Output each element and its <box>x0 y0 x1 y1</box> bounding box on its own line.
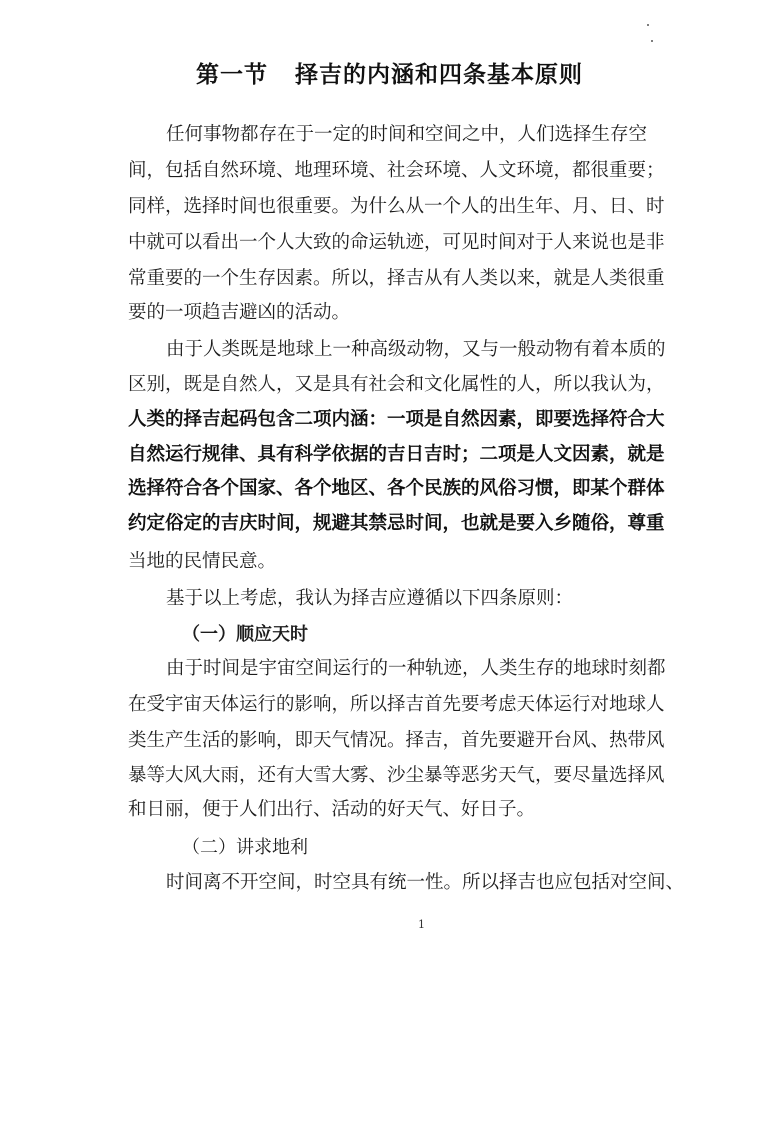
section-1-line-2: 在受宇宙天体运行的影响，所以择吉首先要考虑天体运行对地球人 <box>128 694 665 715</box>
section-2-line-1: 时间离不开空间，时空具有统一性。所以择吉也应包括对空间、 <box>166 872 685 893</box>
paragraph-1-line-3: 同样，选择时间也很重要。为什么从一个人的出生年、月、日、时 <box>128 196 665 217</box>
paragraph-1-line-2: 间，包括自然环境、地理环境、社会环境、人文环境，都很重要； <box>128 160 665 181</box>
section-1-heading: （一）顺应天时 <box>182 624 308 645</box>
section-2-heading: （二）讲求地利 <box>182 837 308 858</box>
paragraph-2-line-1: 由于人类既是地球上一种高级动物，又与一般动物有着本质的 <box>166 339 666 360</box>
scan-speck <box>647 24 649 26</box>
section-1-line-1: 由于时间是宇宙空间运行的一种轨迹，人类生存的地球时刻都 <box>166 658 666 679</box>
paragraph-2-line-2: 区别，既是自然人，又是具有社会和文化属性的人，所以我认为， <box>128 374 665 395</box>
section-1-line-4: 暴等大风大雨，还有大雪大雾、沙尘暴等恶劣天气，要尽量选择风 <box>128 765 665 786</box>
paragraph-2-line-5: 选择符合各个国家、各个地区、各个民族的风俗习惯，即某个群体 <box>128 478 665 499</box>
section-1-line-5: 和日丽，便于人们出行、活动的好天气、好日子。 <box>128 799 536 820</box>
paragraph-2-line-4: 自然运行规律、具有科学依据的吉日吉时；二项是人文因素，就是 <box>128 444 665 465</box>
paragraph-3: 基于以上考虑，我认为择吉应遵循以下四条原则： <box>166 588 574 609</box>
paragraph-1-line-5: 常重要的一个生存因素。所以，择吉从有人类以来，就是人类很重 <box>128 268 665 289</box>
paragraph-1-line-1: 任何事物都存在于一定的时间和空间之中，人们选择生存空 <box>166 124 648 145</box>
paragraph-2-line-6: 约定俗定的吉庆时间，规避其禁忌时间，也就是要入乡随俗，尊重 <box>128 513 665 534</box>
paragraph-2-line-3: 人类的择吉起码包含二项内涵：一项是自然因素，即要选择符合大 <box>128 409 665 430</box>
scan-speck <box>651 40 653 42</box>
section-1-line-3: 类生产生活的影响，即天气情况。择吉，首先要避开台风、热带风 <box>128 730 665 751</box>
page-number: 1 <box>418 918 425 931</box>
paragraph-1-line-6: 要的一项趋吉避凶的活动。 <box>128 302 351 323</box>
paragraph-2-line-7: 当地的民情民意。 <box>128 551 277 572</box>
paragraph-1-line-4: 中就可以看出一个人大致的命运轨迹，可见时间对于人来说也是非 <box>128 232 665 253</box>
page-title: 第一节 择吉的内涵和四条基本原则 <box>195 62 584 88</box>
